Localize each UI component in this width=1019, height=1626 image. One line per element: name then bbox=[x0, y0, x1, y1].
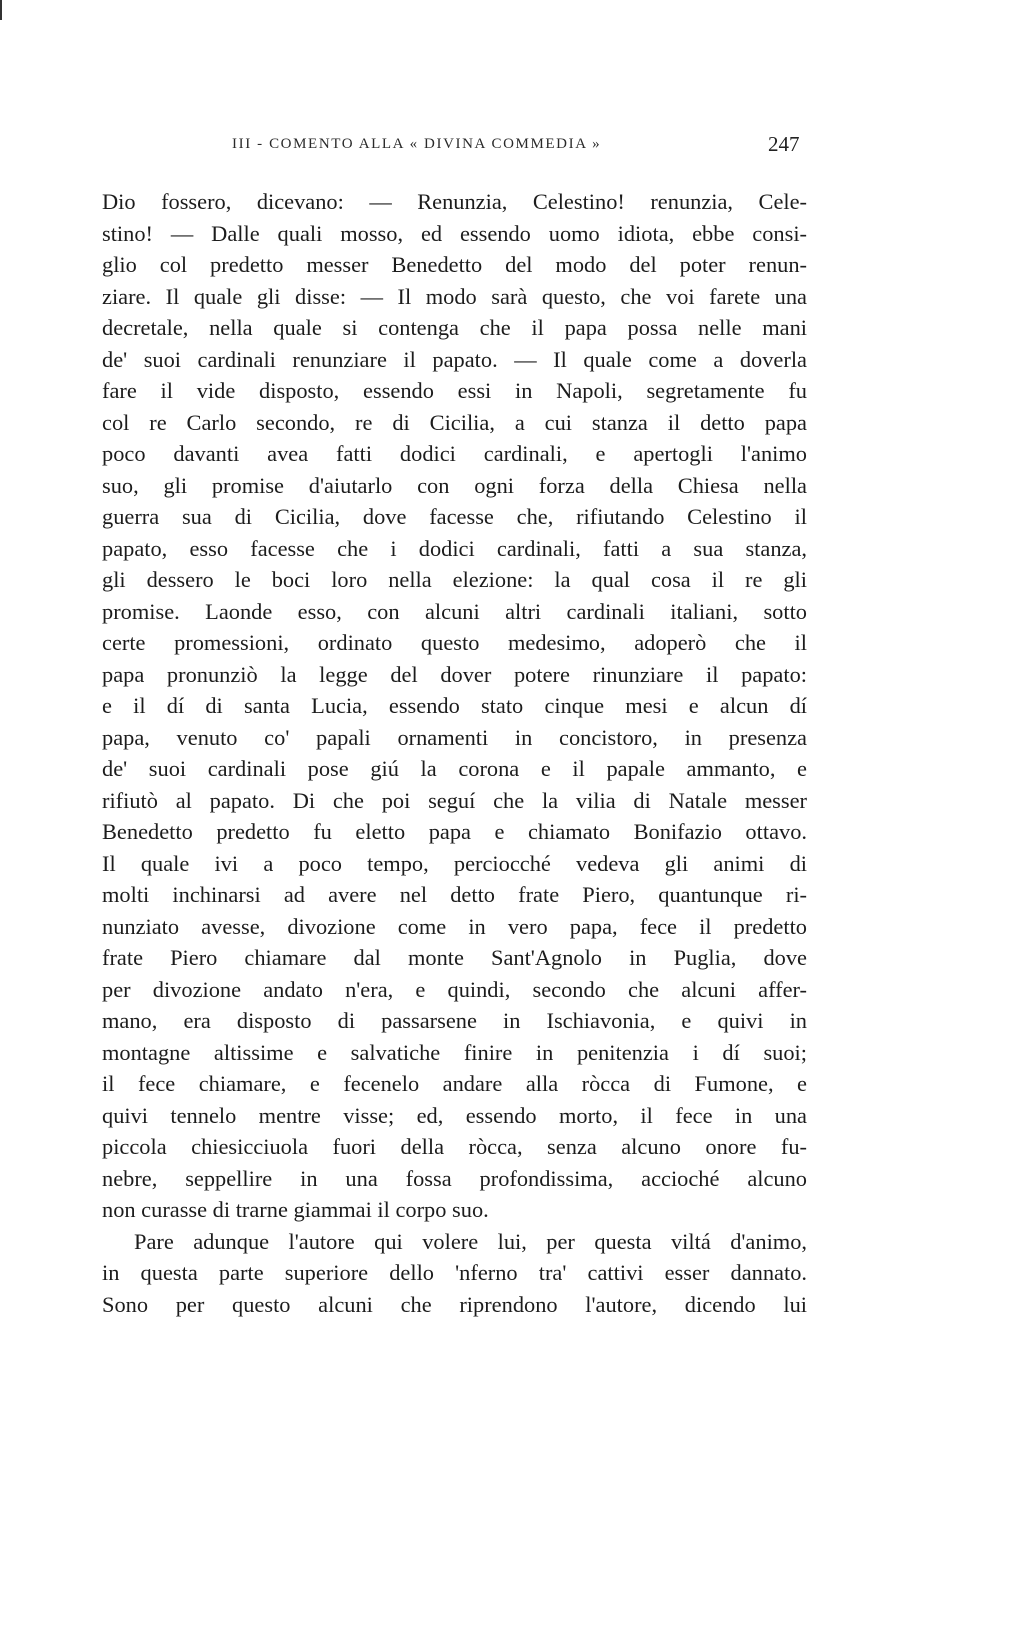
text-line: rifiutò al papato. Di che poi seguí che la vilia di Natale messer bbox=[102, 787, 807, 813]
running-head: III - COMENTO ALLA « DIVINA COMMEDIA » bbox=[232, 136, 602, 152]
text-line: papa pronunziò la legge del dover potere rinunziare il papato: bbox=[102, 661, 807, 687]
text-line: poco davanti avea fatti dodici cardinali, e apertogli l'animo bbox=[102, 441, 807, 466]
text-line: stino! — Dalle quali mosso, ed essendo uomo idiota, ebbe consi- bbox=[102, 220, 807, 246]
text-line: decretale, nella quale si contenga che il papa possa nelle mani bbox=[102, 315, 807, 340]
text-line: nebre, seppellire in una fossa profondissima, accioché alcuno bbox=[102, 1165, 807, 1191]
text-line: guerra sua di Cicilia, dove facesse che, rifiutando Celestino il bbox=[102, 504, 807, 529]
text-line: frate Piero chiamare dal monte Sant'Agnolo in Puglia, dove bbox=[102, 945, 807, 970]
text-line: certe promessioni, ordinato questo medesimo, adoperò che il bbox=[102, 630, 807, 655]
text-line: papato, esso facesse che i dodici cardinali, fatti a sua stanza, bbox=[102, 535, 807, 561]
text-line: fare il vide disposto, essendo essi in Napoli, segretamente fu bbox=[102, 378, 807, 403]
text-line: per divozione andato n'era, e quindi, secondo che alcuni affer- bbox=[102, 976, 807, 1002]
text-line: molti inchinarsi ad avere nel detto frate Piero, quantunque ri- bbox=[102, 882, 807, 907]
text-line: gli dessero le boci loro nella elezione: la qual cosa il re gli bbox=[102, 567, 807, 592]
text-line: Sono per questo alcuni che riprendono l'autore, dicendo lui bbox=[102, 1291, 807, 1317]
text-line: de' suoi cardinali renunziare il papato. — Il quale come a doverla bbox=[102, 346, 807, 372]
text-line: e il dí di santa Lucia, essendo stato cinque mesi e alcun dí bbox=[102, 693, 807, 718]
text-line: montagne altissime e salvatiche finire in penitenzia i dí suoi; bbox=[102, 1039, 807, 1065]
text-line: promise. Laonde esso, con alcuni altri cardinali italiani, sotto bbox=[102, 598, 807, 624]
paragraph-start-line: Pare adunque l'autore qui volere lui, per questa viltá d'animo, bbox=[134, 1228, 807, 1254]
text-line: nunziato avesse, divozione come in vero papa, fece il predetto bbox=[102, 913, 807, 939]
text-line: Benedetto predetto fu eletto papa e chiamato Bonifazio ottavo. bbox=[102, 819, 807, 844]
text-line: papa, venuto co' papali ornamenti in concistoro, in presenza bbox=[102, 724, 807, 750]
text-line: Dio fossero, dicevano: — Renunzia, Celestino! renunzia, Cele- bbox=[102, 189, 807, 214]
text-line: mano, era disposto di passarsene in Ischiavonia, e quivi in bbox=[102, 1008, 807, 1033]
text-line: piccola chiesicciuola fuori della ròcca, senza alcuno onore fu- bbox=[102, 1134, 807, 1159]
text-line: il fece chiamare, e fecenelo andare alla ròcca di Fumone, e bbox=[102, 1071, 807, 1096]
text-line: in questa parte superiore dello 'nferno tra' cattivi esser dannato. bbox=[102, 1260, 807, 1285]
text-line: glio col predetto messer Benedetto del modo del poter renun- bbox=[102, 252, 807, 277]
text-line: quivi tennelo mentre visse; ed, essendo morto, il fece in una bbox=[102, 1102, 807, 1128]
text-line: de' suoi cardinali pose giú la corona e il papale ammanto, e bbox=[102, 756, 807, 781]
scan-edge-mark bbox=[0, 0, 2, 20]
text-line: ziare. Il quale gli disse: — Il modo sarà questo, che voi farete una bbox=[102, 283, 807, 309]
text-line: Il quale ivi a poco tempo, perciocché vedeva gli animi di bbox=[102, 850, 807, 876]
page-number: 247 bbox=[768, 132, 800, 156]
body-text bbox=[102, 186, 807, 1320]
paragraph-end-line: non curasse di trarne giammai il corpo suo. bbox=[102, 1197, 489, 1222]
text-line: suo, gli promise d'aiutarlo con ogni forza della Chiesa nella bbox=[102, 472, 807, 498]
text-line: col re Carlo secondo, re di Cicilia, a cui stanza il detto papa bbox=[102, 409, 807, 435]
